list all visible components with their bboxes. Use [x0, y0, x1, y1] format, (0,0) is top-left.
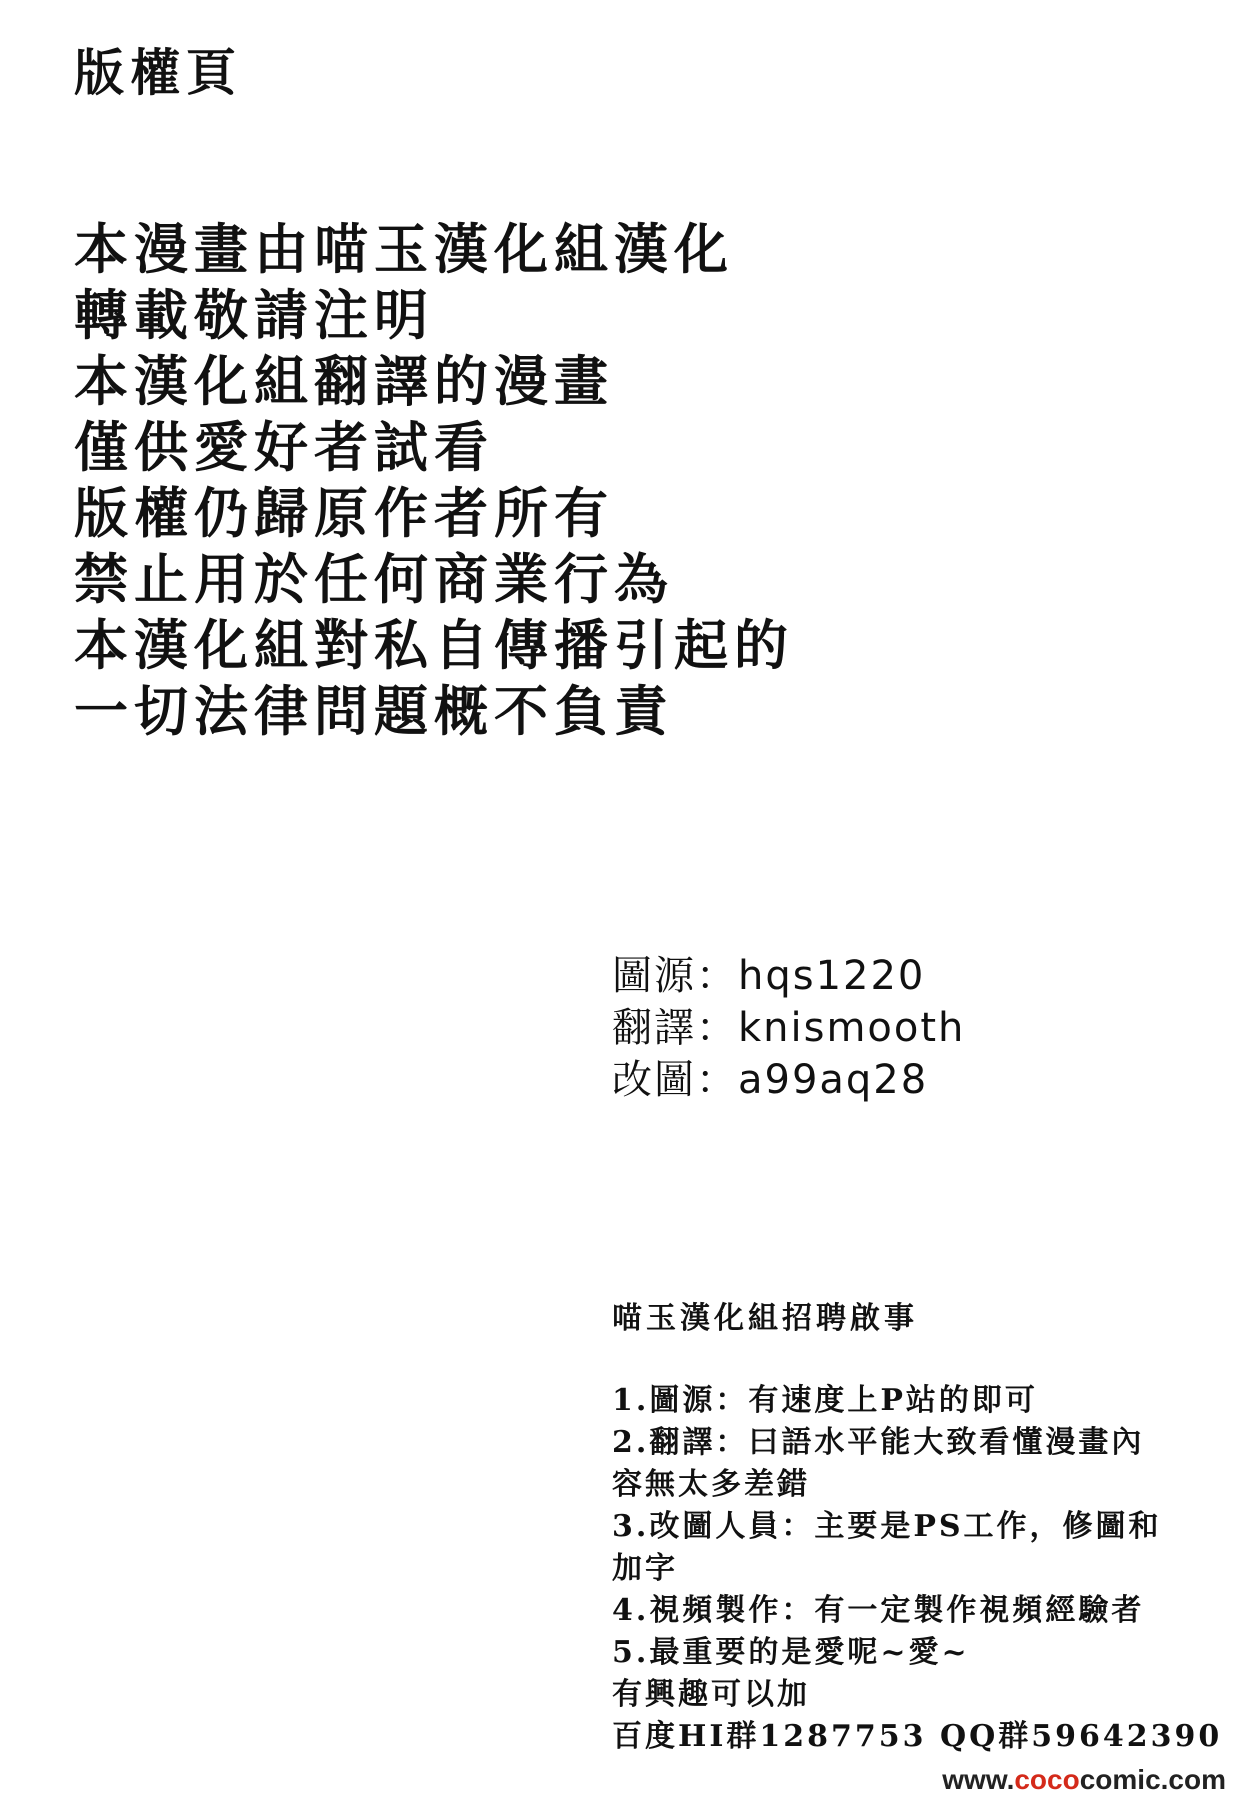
notice-line: 禁止用於任何商業行為: [74, 547, 674, 611]
notice-line: 版權仍歸原作者所有: [74, 481, 614, 545]
credit-editing: 改圖：a99aq28: [612, 1057, 929, 1103]
watermark-prefix: www.: [942, 1764, 1015, 1795]
notice-line: 本漢化組對私自傳播引起的: [74, 613, 794, 677]
recruitment-line: 容無太多差錯: [612, 1467, 810, 1502]
recruitment-line: 加字: [612, 1551, 678, 1586]
recruitment-line: 3.改圖人員：主要是PS工作，修圖和: [612, 1509, 1162, 1544]
notice-line: 本漢化組翻譯的漫畫: [74, 349, 614, 413]
recruitment-title: 喵玉漢化組招聘啟事: [612, 1301, 918, 1336]
recruitment-line: 4.視頻製作：有一定製作視頻經驗者: [612, 1593, 1145, 1628]
credit-source: 圖源：hqs1220: [612, 953, 926, 999]
credit-translation: 翻譯：knismooth: [612, 1005, 966, 1051]
recruitment-contact: 百度HI群1287753 QQ群59642390: [612, 1719, 1223, 1754]
watermark-suffix: comic.com: [1079, 1764, 1226, 1795]
recruitment-line: 1.圖源：有速度上P站的即可: [612, 1383, 1038, 1418]
recruitment-list: [612, 1380, 1232, 1758]
recruitment-line: 2.翻譯：曰語水平能大致看懂漫畫內: [612, 1425, 1145, 1460]
staff-credits: [612, 950, 965, 1106]
recruitment-line: 5.最重要的是愛呢~愛~: [612, 1635, 970, 1670]
watermark-brand: coco: [1014, 1764, 1080, 1795]
recruitment-notice: [612, 1301, 1232, 1758]
copyright-notice: [74, 216, 794, 744]
notice-line: 轉載敬請注明: [74, 283, 434, 347]
site-watermark: [942, 1766, 1226, 1794]
notice-line: 本漫畫由喵玉漢化組漢化: [74, 217, 734, 281]
page-title: 版權頁: [74, 43, 242, 102]
recruitment-line: 有興趣可以加: [612, 1677, 810, 1712]
notice-line: 一切法律問題概不負責: [74, 679, 674, 743]
notice-line: 僅供愛好者試看: [74, 415, 494, 479]
